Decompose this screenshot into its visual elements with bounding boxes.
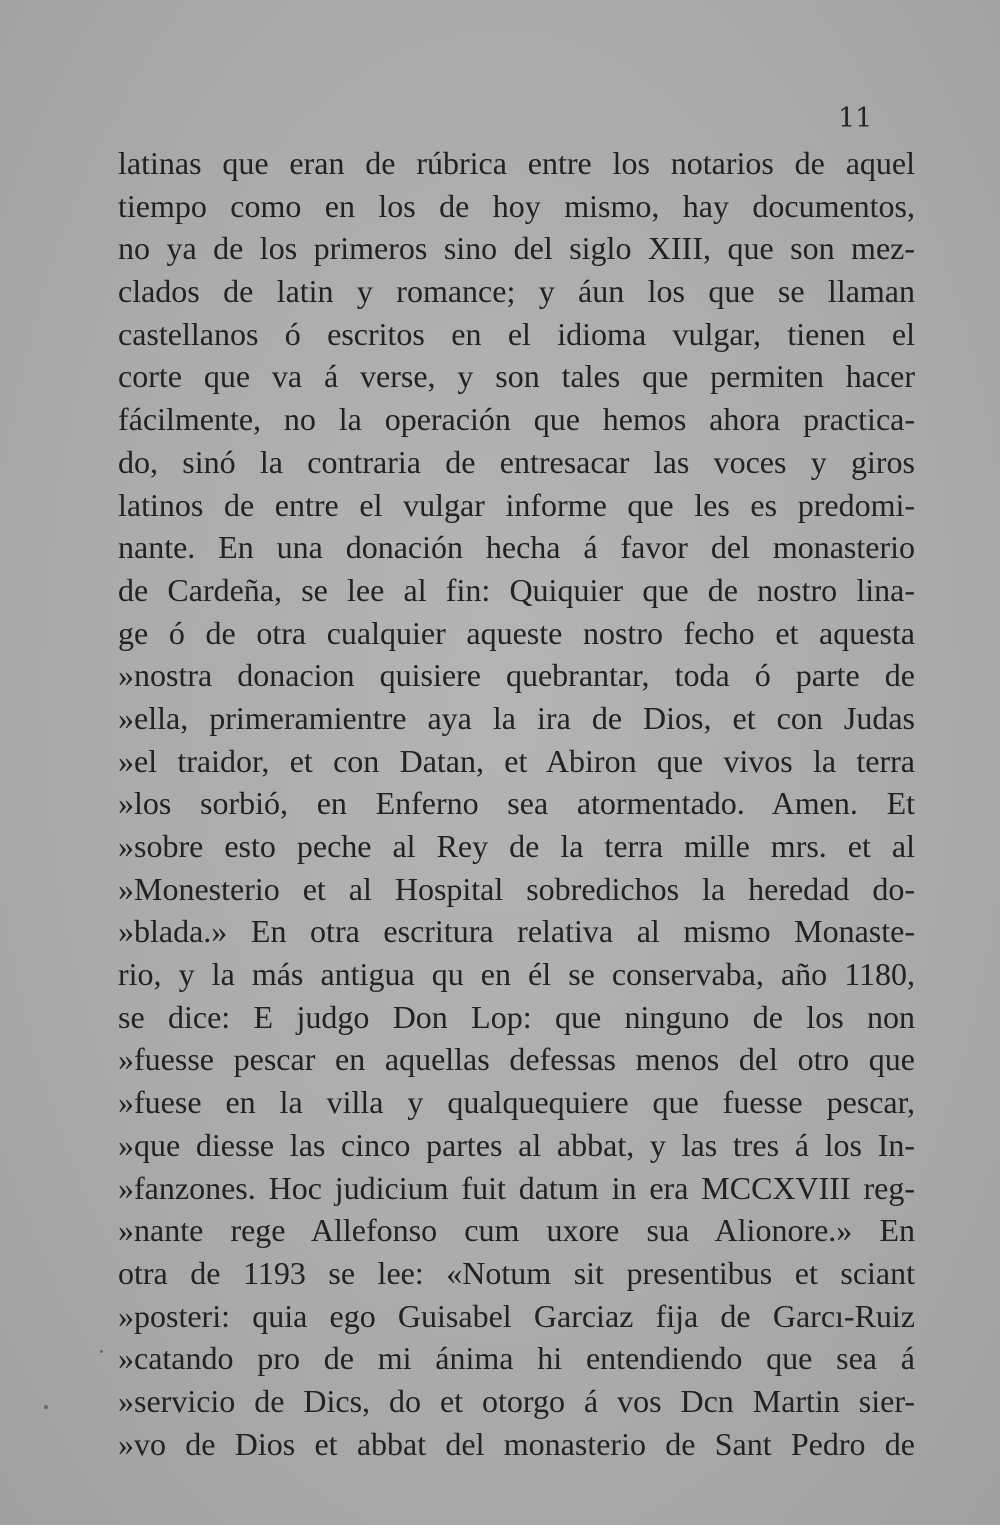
text-line: »nante rege Allefonso cum uxore sua Alionore.» En xyxy=(118,1212,915,1249)
text-line: se dice: E judgo Don Lop: que ninguno de los non xyxy=(118,998,915,1035)
text-line: »el traidor, et con Datan, et Abiron que vivos la terra xyxy=(118,742,915,779)
text-line: corte que va á verse, y son tales que permiten hacer xyxy=(118,358,915,395)
text-line: ge ó de otra cualquier aqueste nostro fecho et aquesta xyxy=(118,614,915,651)
text-line: castellanos ó escritos en el idioma vulgar, tienen el xyxy=(118,315,915,352)
text-line: »fuese en la villa y qualquequiere que fuesse pescar, xyxy=(118,1084,915,1121)
text-line: »sobre esto peche al Rey de la terra mille mrs. et al xyxy=(118,828,915,864)
text-line: de Cardeña, se lee al fin: Quiquier que de nostro lina- xyxy=(118,571,915,608)
text-line: »nostra donacion quisiere quebrantar, toda ó parte de xyxy=(118,657,915,694)
text-line: »blada.» En otra escritura relativa al mismo Monaste- xyxy=(118,913,915,950)
text-line: nante. En una donación hecha á favor del monasterio xyxy=(118,529,915,566)
text-line: fácilmente, no la operación que hemos ahora practica- xyxy=(118,401,915,438)
text-line: clados de latin y romance; y áun los que se llaman xyxy=(118,273,915,310)
text-line: tiempo como en los de hoy mismo, hay documentos, xyxy=(118,187,915,224)
text-line: »ella, primeramientre aya la ira de Dios, et con Judas xyxy=(118,699,915,736)
text-line: »vo de Dios et abbat del monasterio de Sant Pedro de xyxy=(118,1425,915,1462)
body-text xyxy=(118,142,915,1465)
text-line: »que diesse las cinco partes al abbat, y las tres á los In- xyxy=(118,1126,915,1163)
text-line: »fanzones. Hoc judicium fuit datum in era MCCXVIII reg- xyxy=(118,1169,915,1206)
text-line: latinos de entre el vulgar informe que les es predomi- xyxy=(118,486,915,523)
text-line: latinas que eran de rúbrica entre los notarios de aquel xyxy=(118,145,915,181)
text-line: rio, y la más antigua qu en él se conservaba, año 1180, xyxy=(118,956,915,993)
text-line: »Monesterio et al Hospital sobredichos la heredad do- xyxy=(118,870,915,907)
text-line: »fuesse pescar en aquellas defessas menos del otro que xyxy=(118,1041,915,1078)
text-line: »posteri: quia ego Guisabel Garciaz fija de Garcı-Ruiz xyxy=(118,1297,915,1334)
text-line: »servicio de Dics, do et otorgo á vos Dcn Martin sier- xyxy=(118,1382,915,1419)
text-line: »los sorbió, en Enferno sea atormentado. Amen. Et xyxy=(118,785,915,822)
text-line: do, sinó la contraria de entresacar las voces y giros xyxy=(118,443,915,480)
page-number: 11 xyxy=(838,103,873,134)
text-line: otra de 1193 se lee: «Notum sit presentibus et sciant xyxy=(118,1254,915,1291)
paper-speck xyxy=(100,1350,103,1353)
paper-speck xyxy=(44,1405,48,1409)
text-line: »catando pro de mi ánima hi entendiendo que sea á xyxy=(118,1340,915,1377)
text-line: no ya de los primeros sino del siglo XIII, que son mez- xyxy=(118,230,915,267)
